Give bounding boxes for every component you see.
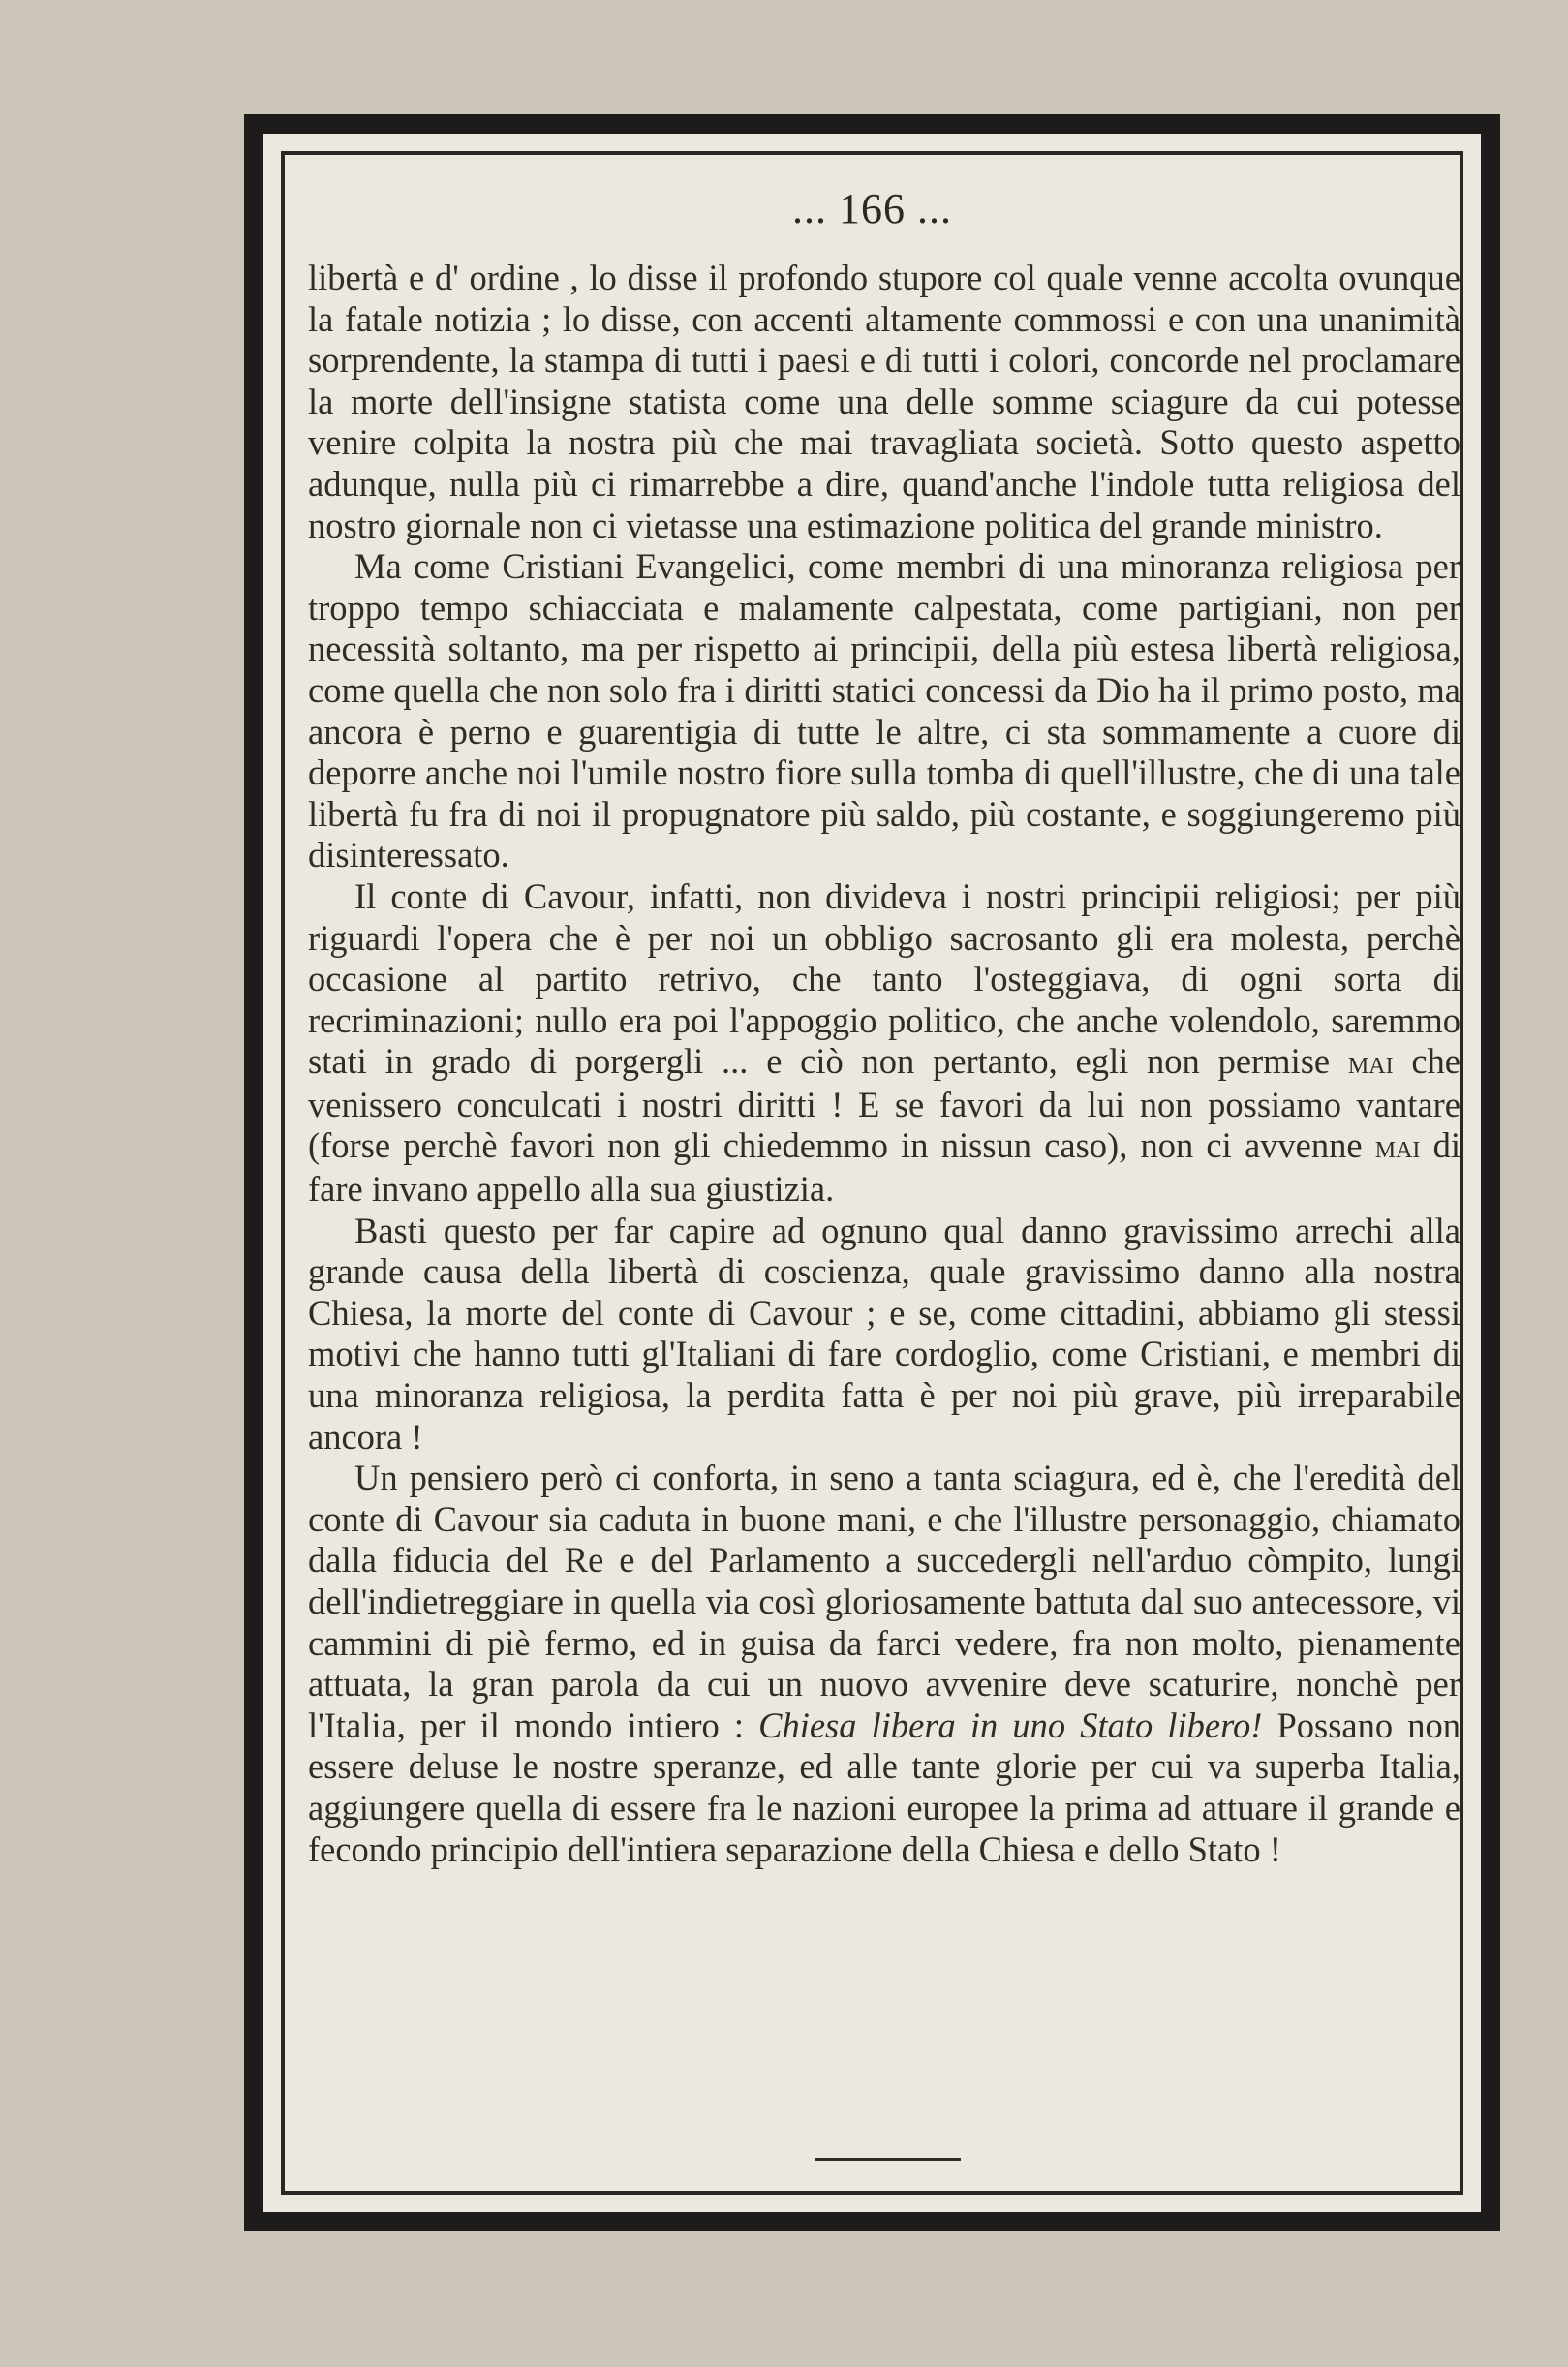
emphasis-mai-1: mai (1347, 1045, 1394, 1082)
closing-divider-rule (815, 2158, 961, 2161)
paragraph-4: Basti questo per far capire ad ognuno qual danno gravissimo arrechi alla grande causa della libertà di coscienza, quale gravissimo danno alla nostra Chiesa, la morte del conte di Cavour ; e se, come cittadini, abbiamo gli stessi motivi che hanno tutti gl'Italiani di fare cordoglio, come Cristiani, e membri di una minoranza religiosa, la perdita fatta è per noi più grave, più irreparabile ancora ! (308, 1210, 1460, 1457)
paragraph-2: Ma come Cristiani Evangelici, come membri di una minoranza religiosa per troppo tempo schiacciata e malamente calpestata, come partigiani, non per necessità soltanto, ma per rispetto ai principii, della più estesa libertà religiosa, come quella che non solo fra i diritti statici concessi da Dio ha il primo posto, ma ancora è perno e guarentigia di tutte le altre, ci sta sommamente a cuore di deporre anche noi l'umile nostro fiore sulla tomba di quell'illustre, che di una tale libertà fu fra di noi il propugnatore più saldo, più costante, e soggiungeremo più disinteressato. (308, 546, 1460, 876)
paragraph-3-text-b: che venissero conculcati i nostri diritti ! E se favori da lui non possiamo vantare (forse perchè favori non gli chiedemmo in nissun caso), non ci avvenne (308, 1041, 1461, 1166)
paragraph-1: libertà e d' ordine , lo disse il profondo stupore col quale venne accolta ovunque la fatale notizia ; lo disse, con accenti altamente commossi e con una unanimità sorprendente, la stampa di tutti i paesi e di tutti i colori, concorde nel proclamare la morte dell'insigne statista come una delle somme sciagure da cui potesse venire colpita la nostra più che mai travagliata società. Sotto questo aspetto adunque, nulla più ci rimarrebbe a dire, quand'anche l'indole tutta religiosa del nostro giornale non ci vietasse una estimazione politica del grande ministro. (308, 258, 1460, 545)
paragraph-5 (308, 1458, 1460, 1870)
paragraph-3 (308, 876, 1460, 1211)
paragraph-3-text-c: di fare invano appello alla sua giustizia. (308, 1125, 1460, 1210)
paragraph-5-text-a: Un pensiero però ci conforta, in seno a tanta sciagura, ed è, che l'eredità del conte di Cavour sia caduta in buone mani, e che l'illustre personaggio, chiamato dalla fiducia del Re e del Parlamento a succedergli nell'arduo còmpito, lungi dell'indietreggiare in quella via così gloriosamente battuta dal suo antecessore, vi cammini di piè fermo, ed in guisa da farci vedere, fra non molto, pienamente attuata, la gran parola da cui un nuovo avvenire deve scaturire, nonchè per l'Italia, per il mondo intiero : (308, 1458, 1460, 1745)
article-body (308, 258, 1460, 1870)
paragraph-5-text-b: Possano non essere deluse le nostre speranze, ed alle tante glorie per cui va superba Italia, aggiungere quella di essere fra le nazioni europee la prima ad attuare il grande e fecondo principio dell'intiera separazione della Chiesa e dello Stato ! (308, 1705, 1460, 1869)
paragraph-3-text-a: Il conte di Cavour, infatti, non divideva i nostri principii religiosi; per più riguardi l'opera che è per noi un obbligo sacrosanto gli era molesta, perchè occasione al partito retrivo, che tanto l'osteggiava, di ogni sorta di recriminazioni; nullo era poi l'appoggio politico, che anche volendolo, saremmo stati in grado di porgergli ... e ciò non pertanto, egli non permise (308, 876, 1460, 1082)
mourning-border-frame (244, 114, 1500, 2231)
page-number: ... 166 ... (792, 185, 952, 232)
emphasis-mai-2: mai (1374, 1129, 1421, 1166)
motto-italic: Chiesa libera in uno Stato libero! (758, 1705, 1263, 1745)
